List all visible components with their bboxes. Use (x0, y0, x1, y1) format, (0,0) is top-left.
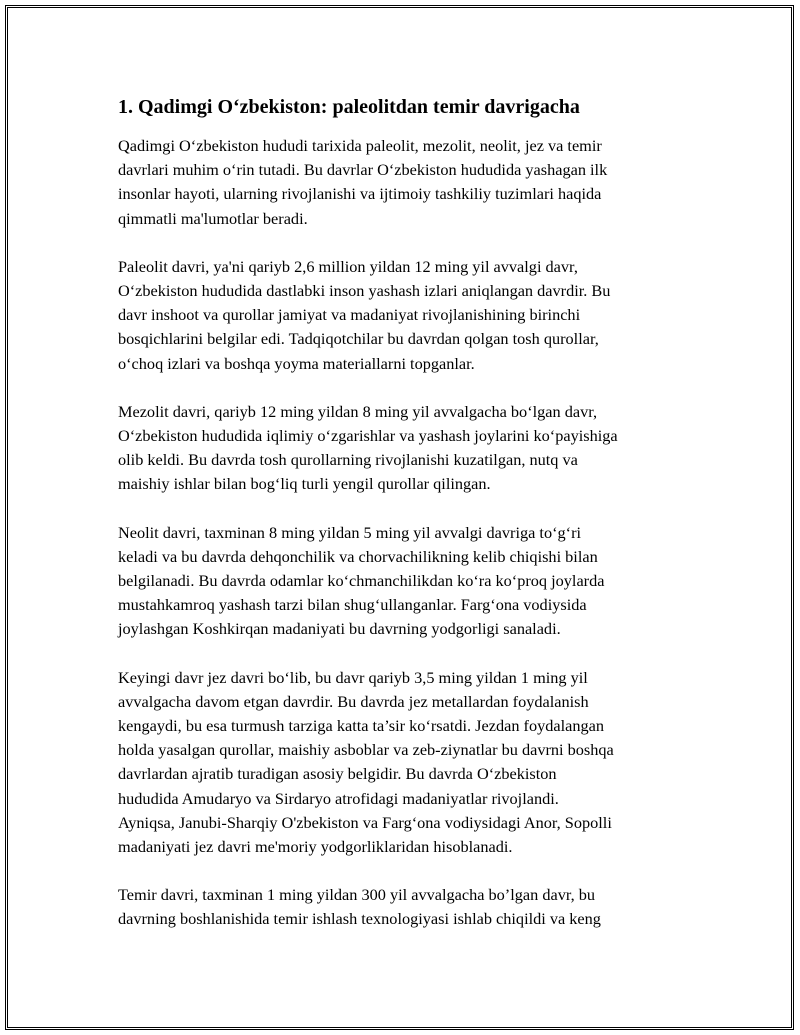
text-line: kengaydi, bu esa turmush tarziga katta ta’sir ko‘rsatdi. Jezdan foydalangan (118, 716, 605, 736)
text-line: O‘zbekiston hududida dastlabki inson yashash izlari aniqlangan davrdir. Bu (118, 281, 611, 301)
text-line: insonlar hayoti, ularning rivojlanishi va ijtimoiy tashkiliy tuzimlari haqida (118, 184, 602, 204)
paragraph-intro (118, 134, 698, 231)
paragraph-iron-age (118, 883, 698, 931)
text-line: davr inshoot va qurollar jamiyat va madaniyat rivojlanishining birinchi (118, 305, 581, 325)
text-line: olib keldi. Bu davrda tosh qurollarning rivojlanishi kuzatilgan, nutq va (118, 450, 578, 470)
text-line: o‘choq izlari va boshqa yoyma materiallarni topganlar. (118, 353, 475, 373)
text-line: qimmatli ma'lumotlar beradi. (118, 208, 308, 228)
paragraph-neolithic (118, 521, 698, 642)
text-line: davrlardan ajratib turadigan asosiy belgidir. Bu davrda O‘zbekiston (118, 764, 557, 784)
text-line: hududida Amudaryo va Sirdaryo atrofidagi madaniyatlar rivojlandi. (118, 788, 559, 808)
text-line: madaniyati jez davri me'moriy yodgorliklaridan hisoblanadi. (118, 837, 513, 857)
text-line: Neolit davri, taxminan 8 ming yildan 5 ming yil avvalgi davriga to‘g‘ri (118, 522, 582, 542)
text-line: mustahkamroq yashash tarzi bilan shug‘ullanganlar. Farg‘ona vodiysida (118, 595, 587, 615)
text-line: Qadimgi O‘zbekiston hududi tarixida paleolit, mezolit, neolit, jez va temir (118, 136, 602, 155)
text-line: Mezolit davri, qariyb 12 ming yildan 8 ming yil avvalgacha bo‘lgan davr, (118, 401, 598, 421)
text-line: holda yasalgan qurollar, maishiy asboblar va zeb-ziynatlar bu davrni boshqa (118, 740, 614, 760)
paragraph-bronze-age (118, 666, 698, 860)
text-line: Temir davri, taxminan 1 ming yildan 300 yil avvalgacha bo’lgan davr, bu (118, 885, 596, 905)
text-line: belgilanadi. Bu davrda odamlar ko‘chmanchilikdan ko‘ra ko‘proq joylarda (118, 571, 605, 591)
text-line: maishiy ishlar bilan bog‘liq turli yengil qurollar qilingan. (118, 474, 491, 494)
paragraph-mesolithic (118, 400, 698, 497)
text-line: bosqichlarini belgilar edi. Tadqiqotchilar bu davrdan qolgan tosh qurollar, (118, 329, 599, 349)
text-line: davrlari muhim o‘rin tutadi. Bu davrlar O‘zbekiston hududida yashagan ilk (118, 160, 608, 180)
text-line: Ayniqsa, Janubi-Sharqiy O'zbekiston va Farg‘ona vodiysidagi Anor, Sopolli (118, 812, 612, 832)
text-line: Paleolit davri, ya'ni qariyb 2,6 million yildan 12 ming yil avvalgi davr, (118, 256, 578, 276)
text-line: O‘zbekiston hududida iqlimiy o‘zgarishlar va yashash joylarini ko‘payishiga (118, 426, 618, 446)
text-line: avvalgacha davom etgan davrdir. Bu davrda jez metallardan foydalanish (118, 691, 589, 711)
text-line: davrning boshlanishida temir ishlash texnologiyasi ishlab chiqildi va keng (118, 909, 601, 929)
text-line: keladi va bu davrda dehqonchilik va chorvachilikning kelib chiqishi bilan (118, 546, 598, 566)
document-body (118, 94, 698, 956)
text-line: Keyingi davr jez davri bo‘lib, bu davr qariyb 3,5 ming yildan 1 ming yil (118, 667, 588, 687)
text-line: joylashgan Koshkirqan madaniyati bu davrning yodgorligi sanaladi. (118, 619, 561, 639)
paragraph-paleolithic (118, 255, 698, 376)
section-heading: 1. Qadimgi O‘zbekiston: paleolitdan temir davrigacha (118, 96, 580, 118)
